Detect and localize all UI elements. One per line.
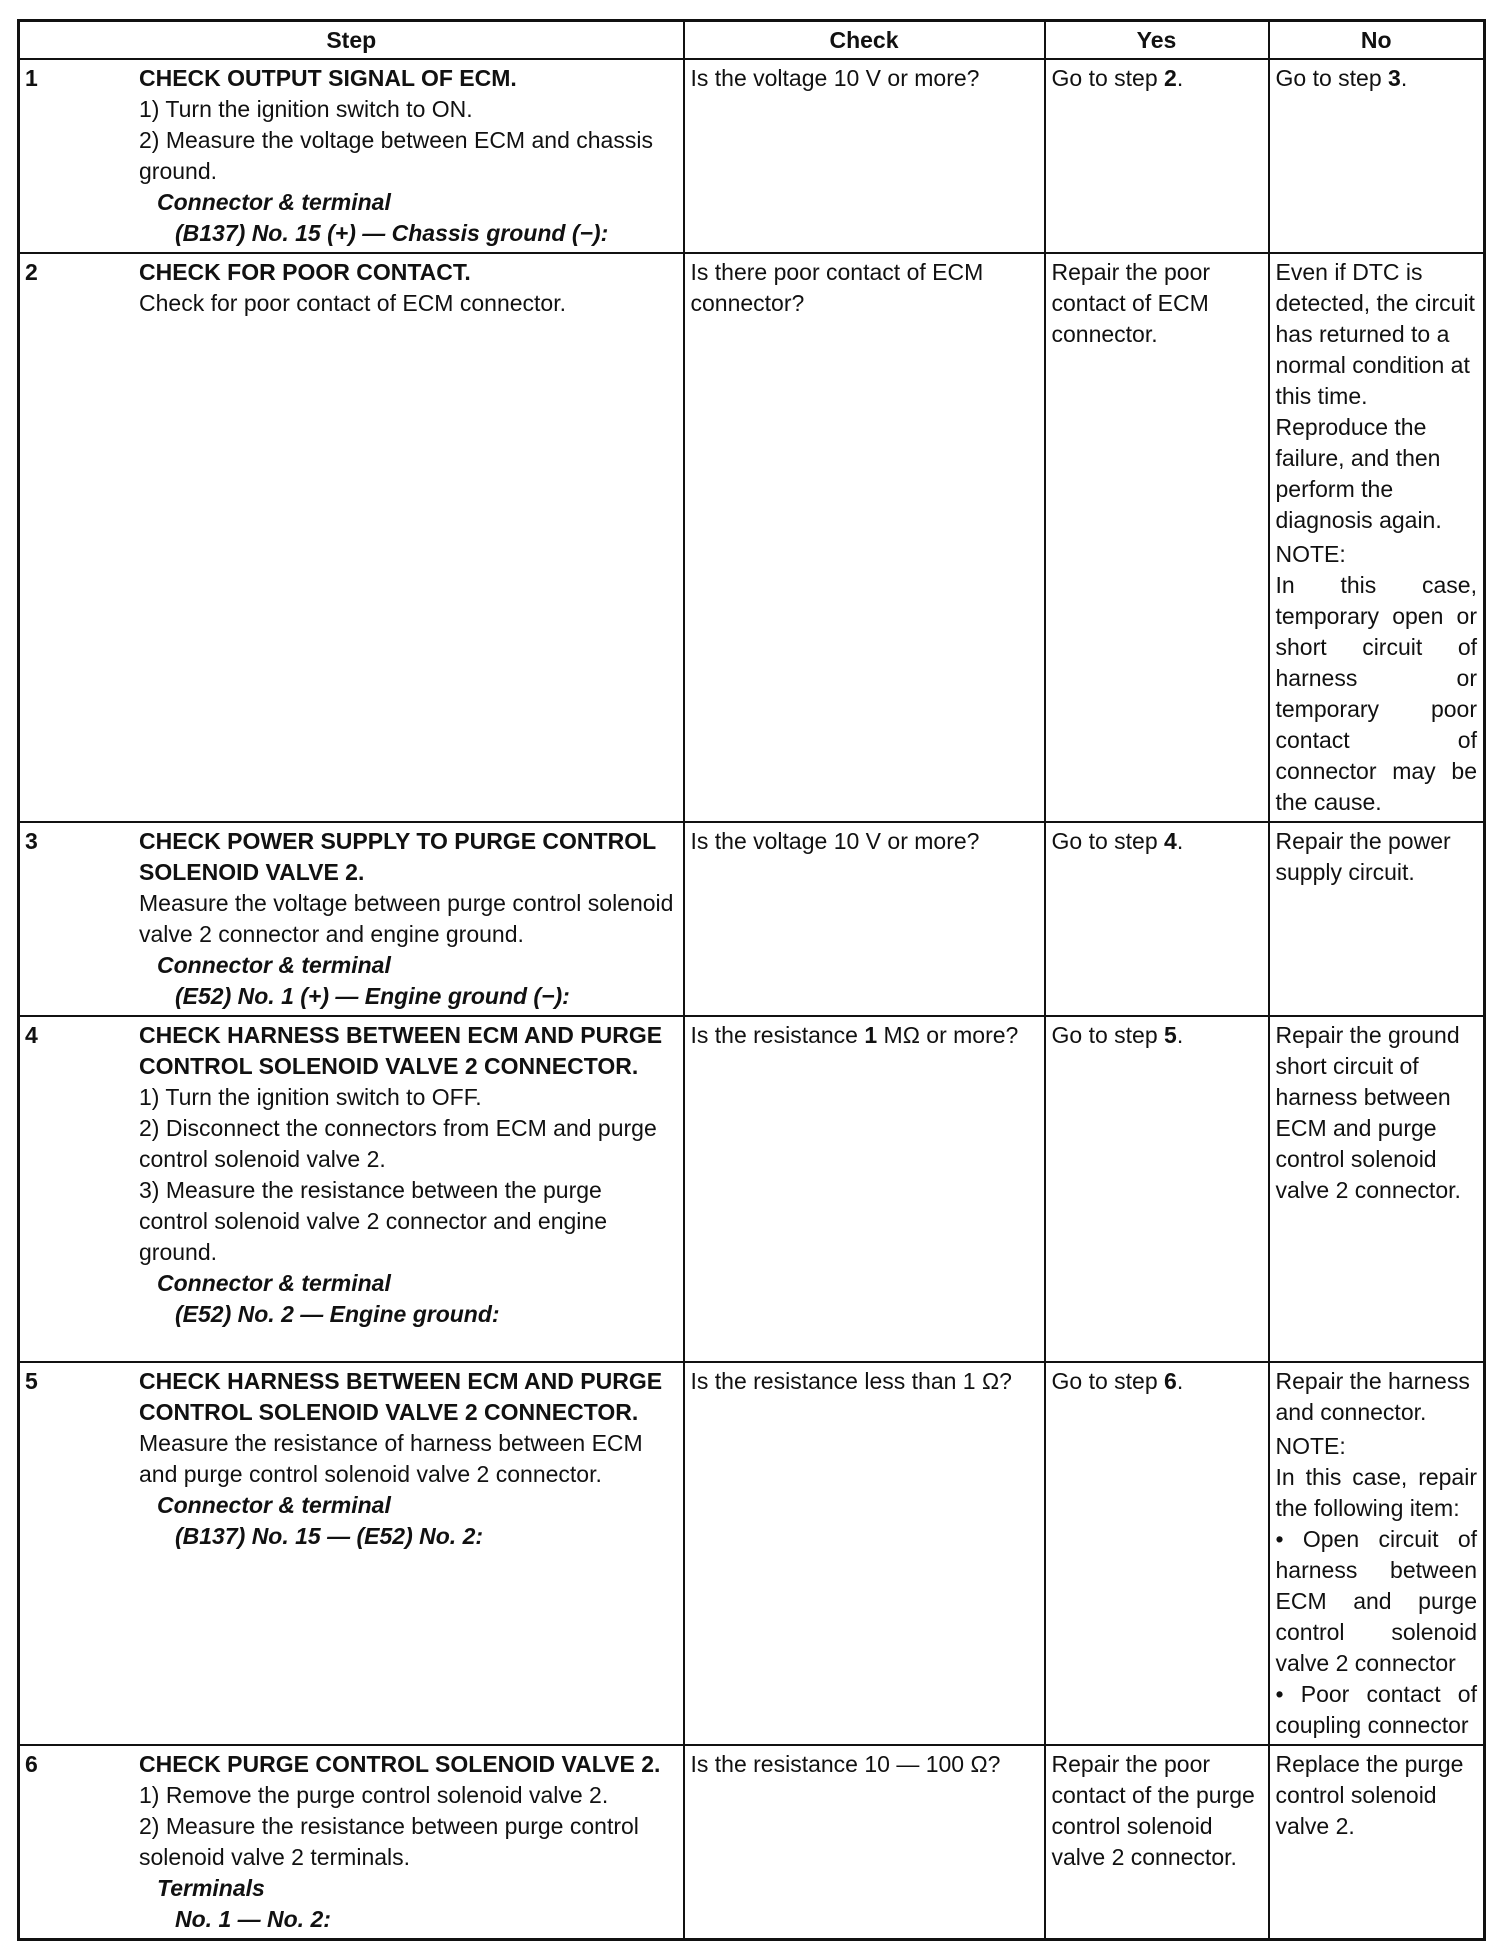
- no-cell: Replace the purge control solenoid valve 2.: [1269, 1745, 1485, 1940]
- header-step: Step: [19, 21, 684, 60]
- yes-text: Go to step: [1051, 828, 1165, 854]
- step-instruction: 3) Measure the resistance between the purge control solenoid valve 2 connector and engine ground.: [139, 1177, 607, 1265]
- connector-terminal-value: (B137) No. 15 (+) — Chassis ground (−):: [175, 220, 609, 246]
- yes-step-link: 5: [1164, 1022, 1177, 1048]
- terminals-label: Terminals: [157, 1875, 265, 1901]
- yes-cell: [1045, 1016, 1269, 1362]
- step-title: CHECK POWER SUPPLY TO PURGE CONTROL SOLENOID VALVE 2.: [139, 828, 656, 885]
- note-bullet: • Poor contact of coupling connector: [1275, 1681, 1477, 1738]
- check-suffix: MΩ or more?: [877, 1022, 1019, 1048]
- no-cell: [1269, 59, 1485, 253]
- header-yes: Yes: [1045, 21, 1269, 60]
- yes-suffix: .: [1176, 828, 1184, 854]
- step-number: 3: [25, 828, 38, 854]
- table-row: [19, 1362, 1485, 1745]
- step-instruction: 2) Measure the resistance between purge control solenoid valve 2 terminals.: [139, 1813, 639, 1870]
- connector-terminal-value: (E52) No. 1 (+) — Engine ground (−):: [175, 983, 570, 1009]
- step-cell: [19, 822, 684, 1016]
- step-title: CHECK PURGE CONTROL SOLENOID VALVE 2.: [139, 1751, 661, 1777]
- step-number: 2: [25, 259, 38, 285]
- note-label: NOTE:: [1275, 541, 1346, 567]
- step-cell: [19, 59, 684, 253]
- yes-step-link: 6: [1164, 1368, 1177, 1394]
- no-text: Go to step: [1275, 65, 1389, 91]
- check-cell: Is there poor contact of ECM connector?: [684, 253, 1045, 822]
- step-cell: [19, 1362, 684, 1745]
- check-cell: [684, 1016, 1045, 1362]
- step-instruction: 1) Turn the ignition switch to OFF.: [139, 1084, 482, 1110]
- no-suffix: .: [1400, 65, 1408, 91]
- step-instruction: Measure the voltage between purge control solenoid valve 2 connector and engine ground.: [139, 890, 674, 947]
- yes-cell: [1045, 59, 1269, 253]
- step-instruction: Measure the resistance of harness between ECM and purge control solenoid valve 2 connector.: [139, 1430, 643, 1487]
- no-cell: Repair the ground short circuit of harness between ECM and purge control solenoid valve 2 connector.: [1269, 1016, 1485, 1362]
- step-title: CHECK OUTPUT SIGNAL OF ECM.: [139, 65, 517, 91]
- note-label: NOTE:: [1275, 1433, 1346, 1459]
- table-header-row: [19, 21, 1485, 60]
- step-number: 6: [25, 1751, 38, 1777]
- check-cell: Is the voltage 10 V or more?: [684, 822, 1045, 1016]
- diagnosis-table: [17, 19, 1486, 1941]
- no-cell: [1269, 253, 1485, 822]
- step-number: 4: [25, 1022, 38, 1048]
- yes-cell: [1045, 1362, 1269, 1745]
- yes-cell: Repair the poor contact of ECM connector.: [1045, 253, 1269, 822]
- no-text: Even if DTC is detected, the circuit has returned to a normal condition at this time. Reproduce the failure, and then perform the diagnosis again.: [1275, 259, 1475, 533]
- header-no: No: [1269, 21, 1485, 60]
- table-row: [19, 253, 1485, 822]
- connector-terminal-label: Connector & terminal: [157, 189, 391, 215]
- connector-terminal-value: (E52) No. 2 — Engine ground:: [175, 1301, 500, 1327]
- check-text: Is the resistance: [690, 1022, 865, 1048]
- yes-text: Go to step: [1051, 65, 1165, 91]
- connector-terminal-label: Connector & terminal: [157, 952, 391, 978]
- step-instruction: 1) Remove the purge control solenoid valve 2.: [139, 1782, 609, 1808]
- terminals-value: No. 1 — No. 2:: [175, 1906, 331, 1932]
- check-cell: Is the voltage 10 V or more?: [684, 59, 1045, 253]
- header-check: Check: [684, 21, 1045, 60]
- yes-suffix: .: [1176, 1368, 1184, 1394]
- yes-cell: Repair the poor contact of the purge control solenoid valve 2 connector.: [1045, 1745, 1269, 1940]
- step-number: 1: [25, 65, 38, 91]
- yes-text: Go to step: [1051, 1022, 1165, 1048]
- table-row: [19, 1745, 1485, 1940]
- yes-suffix: .: [1176, 65, 1184, 91]
- yes-text: Go to step: [1051, 1368, 1165, 1394]
- step-instruction: 2) Disconnect the connectors from ECM and purge control solenoid valve 2.: [139, 1115, 657, 1172]
- no-cell: [1269, 1362, 1485, 1745]
- no-step-link: 3: [1388, 65, 1401, 91]
- note-text: In this case, repair the following item:: [1275, 1464, 1477, 1521]
- step-title: CHECK HARNESS BETWEEN ECM AND PURGE CONTROL SOLENOID VALVE 2 CONNECTOR.: [139, 1368, 663, 1425]
- table-row: [19, 822, 1485, 1016]
- connector-terminal-label: Connector & terminal: [157, 1492, 391, 1518]
- step-instruction: Check for poor contact of ECM connector.: [139, 290, 566, 316]
- yes-suffix: .: [1176, 1022, 1184, 1048]
- yes-step-link: 4: [1164, 828, 1177, 854]
- step-title: CHECK HARNESS BETWEEN ECM AND PURGE CONTROL SOLENOID VALVE 2 CONNECTOR.: [139, 1022, 663, 1079]
- table-row: [19, 1016, 1485, 1362]
- step-number: 5: [25, 1368, 38, 1394]
- note-text: In this case, temporary open or short circuit of harness or temporary poor contact of connector may be the cause.: [1275, 572, 1477, 815]
- step-cell: [19, 1016, 684, 1362]
- no-text: Repair the harness and connector.: [1275, 1368, 1470, 1425]
- step-cell: [19, 253, 684, 822]
- check-cell: Is the resistance 10 — 100 Ω?: [684, 1745, 1045, 1940]
- connector-terminal-label: Connector & terminal: [157, 1270, 391, 1296]
- no-cell: Repair the power supply circuit.: [1269, 822, 1485, 1016]
- step-title: CHECK FOR POOR CONTACT.: [139, 259, 471, 285]
- note-bullet: • Open circuit of harness between ECM and purge control solenoid valve 2 connector: [1275, 1526, 1477, 1676]
- yes-step-link: 2: [1164, 65, 1177, 91]
- check-value: 1: [864, 1022, 878, 1048]
- check-cell: Is the resistance less than 1 Ω?: [684, 1362, 1045, 1745]
- step-instruction: 1) Turn the ignition switch to ON.: [139, 96, 473, 122]
- step-cell: [19, 1745, 684, 1940]
- step-instruction: 2) Measure the voltage between ECM and chassis ground.: [139, 127, 653, 184]
- table-row: [19, 59, 1485, 253]
- connector-terminal-value: (B137) No. 15 — (E52) No. 2:: [175, 1523, 484, 1549]
- yes-cell: [1045, 822, 1269, 1016]
